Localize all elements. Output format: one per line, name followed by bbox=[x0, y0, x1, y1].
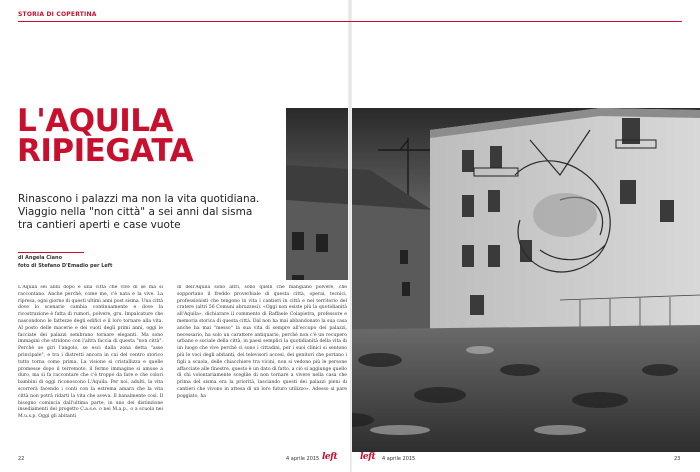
left-page-logo: left bbox=[322, 452, 338, 462]
section-label: STORIA DI COPERTINA bbox=[18, 11, 97, 18]
subtitle-line-2: Viaggio nella "non città" a sei anni dal sisma bbox=[18, 206, 253, 218]
body-column-1: L'Aquila sei anni dopo è una città che vive di sè ma si raccontano. Anche perchè, come me, c'è nata e la vive. La ripresa, ogni giorno di questi ultimi anni post sisma. Una città dove lo scenario cambia continuamente e dove la ricostruzione è fatta di rumori, polvere, gru. Impalcature che nascondono le fattezze degli edifici e il loro tornare alla vita. Al posto delle macerie e dei vuoti degli primi anni, oggi le facciate dei palazzi sembrano tornare eleganti. Ma sono immagini che stridono con l'altra faccia di questa "non città". Perchè se giri l'angolo, se esci dalla zona detta "asse principale", e tra i distretti ancora in cui del centro storico tutto torna come prima. La visione si cristallizza e quelle promesse dopo il terremoto, il fermo immagine si amuse a duro, ma si fa raccontare che c'è troppo da fare e che colori bambini di oggi riconoscono L'Aquila. Per noi, adulti, la vita scorrerà facendo i conti con la estrema amara che la vita città non potrà ridarti la vita che aveva. Il banalmente così. Il bisogno comincia dall'ultima parte, in uno dei distinzione insediamenti del progetto C.a.s.e. o nei M.a.p., o a scuola nei M.u.s.p. Oggi gli abitanti bbox=[18, 285, 163, 420]
subtitle-line-1: Rinascono i palazzi ma non la vita quotidiana. bbox=[18, 193, 260, 205]
left-page-date: 4 aprile 2015 bbox=[286, 456, 320, 462]
article-subtitle bbox=[18, 193, 280, 232]
title-line-2: RIPIEGATA bbox=[17, 133, 194, 169]
body-column-2: di dell'Aquila sono altri, sono quelli che mangiano polvere, che sopportano il freddo proverbiale di questa città, operai, tecnici, professionisti che tengono in vita i cantieri in città e nel territorio del cratere (altri 56 Comuni abruzzesi). «Oggi non esiste più la quotidianità all'Aquila», dichiarare il commento di Raffaele Colapietra, professore e memoria storica di questa città. Dal non ha mai abbandonato la sua casa anche ha mai "messo" la sua vita di sempre all'eccupo dei palazzi, necessario, ha solo un carattere antiquario, perchè non c'è un recupero urbano e sociale della città, in paesi semplici la quotidianità della vita di un luogo che vive perchè ci sono i cittadini, per i suoi clinici si sentono più le voci degli abitanti, dei televisori accesi, dei genitori che portano i figli a scuola, delle chiacchiere tra vicini, non si vedono più le persone affacciate alle finestre, questo è un dato di fatto, a ciò si aggiunge quello di chi volontariamente scegliie di non tornare a vivere nella casa che prima del sisma era la priorità, lasciando questi dei palazzi pieni di cantieri che vivono in attesa di un loro futuro utilizzo». Adesso si pare poggiato, ha bbox=[177, 285, 347, 399]
subtitle-line-3: tra cantieri aperti e case vuote bbox=[18, 219, 181, 231]
left-page-number: 22 bbox=[18, 456, 25, 462]
byline-photo-credit: foto di Stefano D'Emadio per Left bbox=[18, 263, 113, 269]
right-page-date: 4 aprile 2015 bbox=[382, 456, 416, 462]
byline-author: di Angela Ciano bbox=[18, 255, 63, 261]
byline-divider bbox=[18, 252, 84, 253]
right-page-number: 23 bbox=[674, 456, 681, 462]
title-line-1: L'AQUILA bbox=[17, 103, 174, 139]
right-page-logo: left bbox=[360, 452, 376, 462]
section-divider bbox=[18, 21, 682, 22]
article-title bbox=[17, 103, 194, 169]
